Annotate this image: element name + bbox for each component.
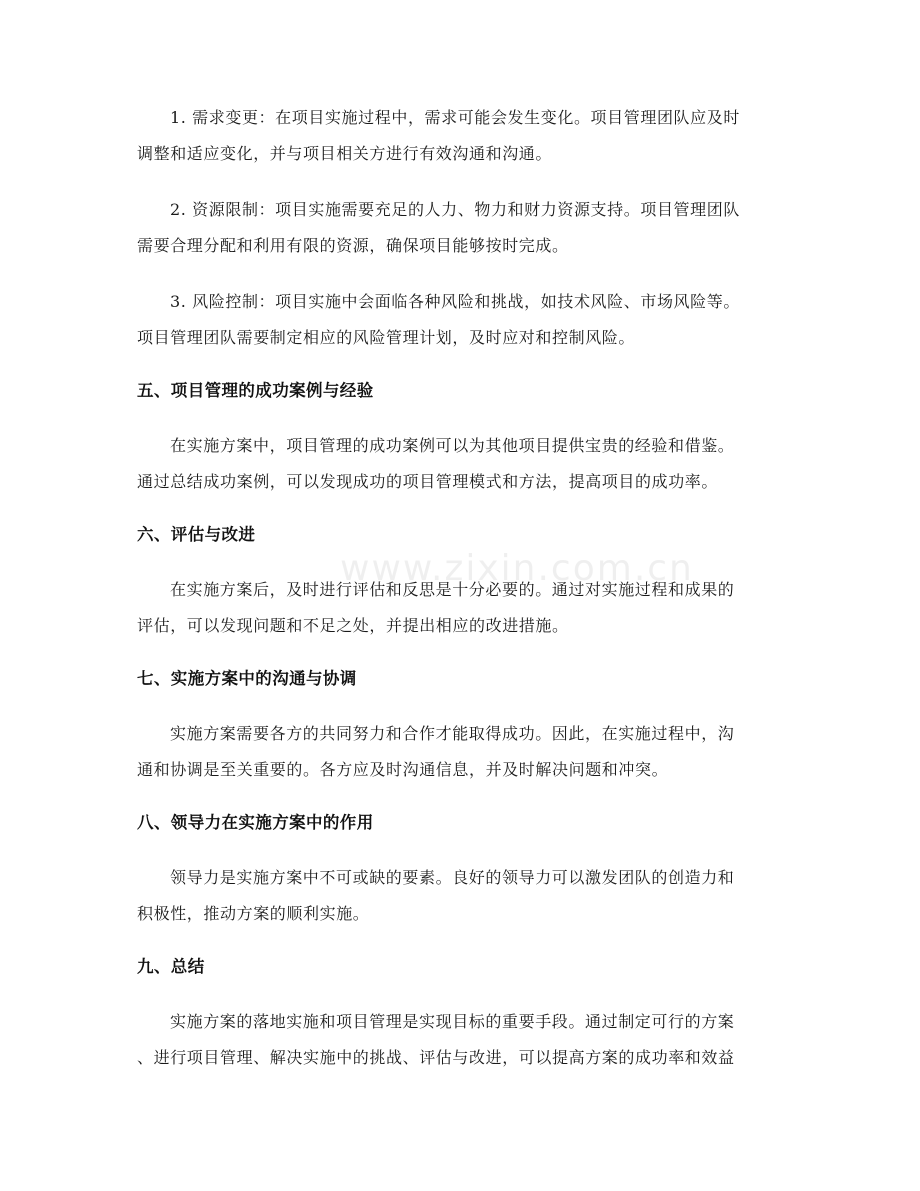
- section-heading-5: 五、项目管理的成功案例与经验: [137, 381, 374, 400]
- list-item-3: [137, 284, 785, 356]
- section-paragraph-7: [137, 716, 785, 788]
- section-paragraph-5: [137, 428, 785, 500]
- paragraph-line: 通过总结成功案例，可以发现成功的项目管理模式和方法，提高项目的成功率。: [137, 472, 719, 491]
- paragraph-line: 在实施方案后，及时进行评估和反思是十分必要的。通过对实施过程和成果的: [170, 580, 735, 599]
- list-item-1: [137, 100, 785, 172]
- paragraph-line: 项目管理团队需要制定相应的风险管理计划，及时应对和控制风险。: [137, 328, 636, 347]
- section-heading-6: 六、评估与改进: [137, 525, 256, 544]
- section-paragraph-9: [137, 1004, 785, 1076]
- paragraph-line: 积极性，推动方案的顺利实施。: [137, 904, 370, 923]
- watermark: www.zixin.com.cn: [340, 548, 694, 589]
- paragraph-line: 评估，可以发现问题和不足之处，并提出相应的改进措施。: [137, 616, 569, 635]
- paragraph-line: 通和协调是至关重要的。各方应及时沟通信息，并及时解决问题和冲突。: [137, 760, 669, 779]
- paragraph-line: 调整和适应变化，并与项目相关方进行有效沟通和沟通。: [137, 144, 553, 163]
- paragraph-line: 2. 资源限制：项目实施需要充足的人力、物力和财力资源支持。项目管理团队: [170, 200, 740, 219]
- paragraph-line: 、进行项目管理、解决实施中的挑战、评估与改进，可以提高方案的成功率和效益: [137, 1048, 735, 1067]
- section-heading-8: 八、领导力在实施方案中的作用: [137, 813, 374, 832]
- paragraph-line: 3. 风险控制：项目实施中会面临各种风险和挑战，如技术风险、市场风险等。: [170, 292, 740, 311]
- section-paragraph-8: [137, 860, 785, 932]
- paragraph-line: 实施方案的落地实施和项目管理是实现目标的重要手段。通过制定可行的方案: [170, 1012, 735, 1031]
- section-heading-7: 七、实施方案中的沟通与协调: [137, 669, 357, 688]
- section-paragraph-6: [137, 572, 785, 644]
- paragraph-line: 1. 需求变更：在项目实施过程中，需求可能会发生变化。项目管理团队应及时: [170, 108, 740, 127]
- section-heading-9: 九、总结: [137, 957, 205, 976]
- paragraph-line: 需要合理分配和利用有限的资源，确保项目能够按时完成。: [137, 236, 569, 255]
- paragraph-line: 实施方案需要各方的共同努力和合作才能取得成功。因此，在实施过程中，沟: [170, 724, 735, 743]
- document-body: [137, 100, 785, 1096]
- list-item-2: [137, 192, 785, 264]
- paragraph-line: 在实施方案中，项目管理的成功案例可以为其他项目提供宝贵的经验和借鉴。: [170, 436, 735, 455]
- paragraph-line: 领导力是实施方案中不可或缺的要素。良好的领导力可以激发团队的创造力和: [170, 868, 735, 887]
